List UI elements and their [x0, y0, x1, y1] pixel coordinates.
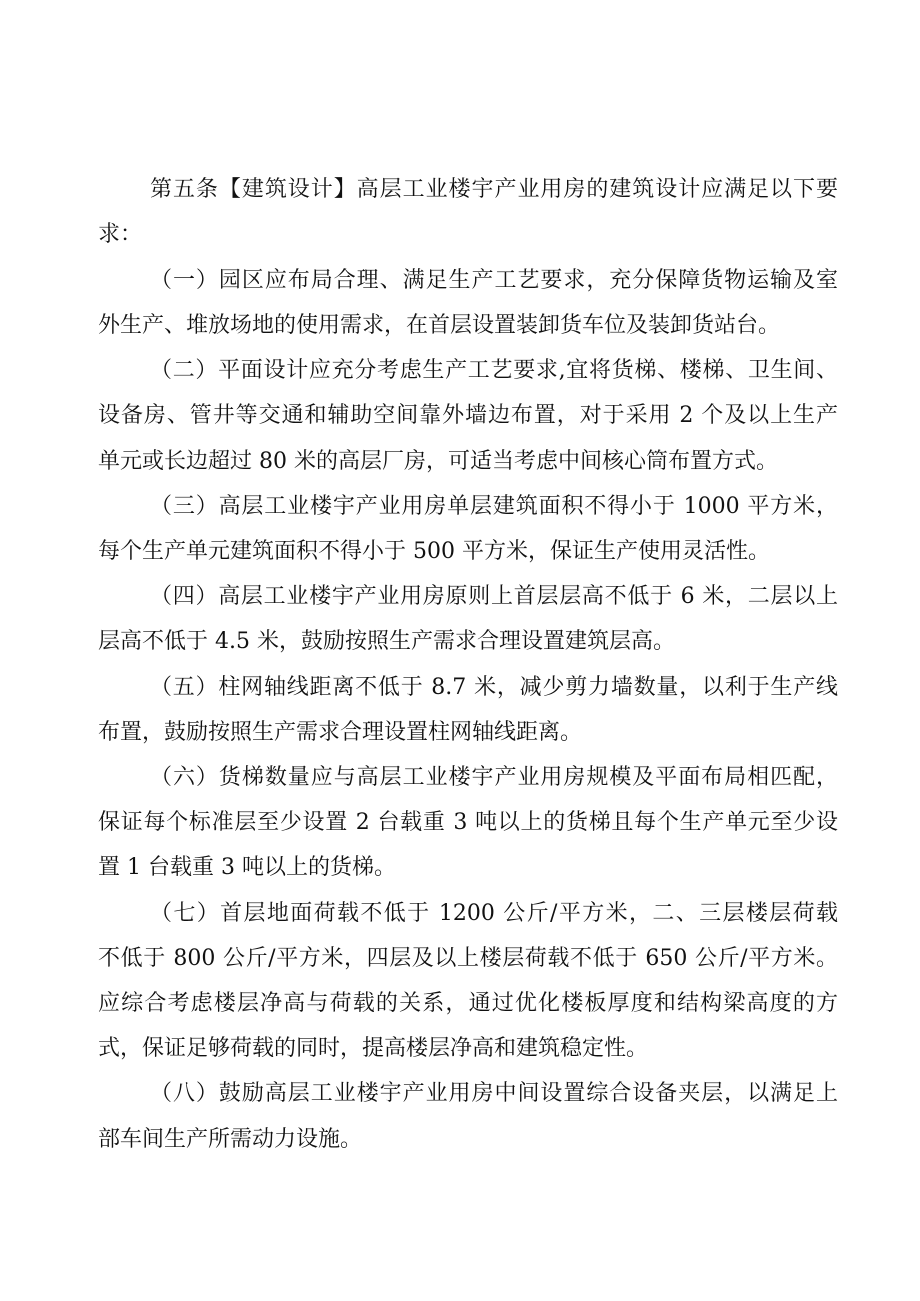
clause-2-line: （二）平面设计应充分考虑生产工艺要求,宜将货梯、楼梯、卫生间、 — [150, 358, 838, 383]
clause-4-line: 层高不低于 4.5 米，鼓励按照生产需求合理设置建筑层高。 — [98, 629, 675, 654]
clause-3-line: 每个生产单元建筑面积不得小于 500 平方米，保证生产使用灵活性。 — [98, 539, 770, 564]
article-intro-line: 求： — [98, 222, 143, 247]
clause-1-line: （一）园区应布局合理、满足生产工艺要求，充分保障货物运输及室 — [150, 268, 838, 293]
clause-7-line: 不低于 800 公斤/平方米，四层及以上楼层荷载不低于 650 公斤/平方米。 — [98, 946, 838, 971]
clause-6-line: 保证每个标准层至少设置 2 台载重 3 吨以上的货梯且每个生产单元至少设 — [98, 810, 838, 835]
clause-2-line: 单元或长边超过 80 米的高层厂房，可适当考虑中间核心筒布置方式。 — [98, 449, 778, 474]
clause-5-line: （五）柱网轴线距离不低于 8.7 米，减少剪力墙数量，以利于生产线 — [150, 675, 838, 700]
clause-4-line: （四）高层工业楼宇产业用房原则上首层层高不低于 6 米，二层以上 — [150, 584, 838, 609]
clause-7-line: 式，保证足够荷载的同时，提高楼层净高和建筑稳定性。 — [98, 1036, 649, 1061]
clause-2-line: 设备房、管井等交通和辅助空间靠外墙边布置，对于采用 2 个及以上生产 — [98, 403, 838, 428]
clause-7-line: 应综合考虑楼层净高与荷载的关系，通过优化楼板厚度和结构梁高度的方 — [98, 991, 838, 1016]
clause-6-line: （六）货梯数量应与高层工业楼宇产业用房规模及平面布局相匹配， — [150, 765, 838, 790]
clause-7-line: （七）首层地面荷载不低于 1200 公斤/平方米，二、三层楼层荷载 — [150, 901, 838, 926]
article-heading-line: 第五条【建筑设计】高层工业楼宇产业用房的建筑设计应满足以下要 — [150, 177, 838, 202]
clause-1-line: 外生产、堆放场地的使用需求，在首层设置装卸货车位及装卸货站台。 — [98, 313, 781, 338]
clause-6-line: 置 1 台载重 3 吨以上的货梯。 — [98, 855, 396, 880]
clause-5-line: 布置，鼓励按照生产需求合理设置柱网轴线距离。 — [98, 720, 583, 745]
clause-8-line: （八）鼓励高层工业楼宇产业用房中间设置综合设备夹层，以满足上 — [150, 1081, 838, 1106]
clause-8-line: 部车间生产所需动力设施。 — [98, 1127, 363, 1152]
clause-3-line: （三）高层工业楼宇产业用房单层建筑面积不得小于 1000 平方米， — [150, 494, 838, 519]
